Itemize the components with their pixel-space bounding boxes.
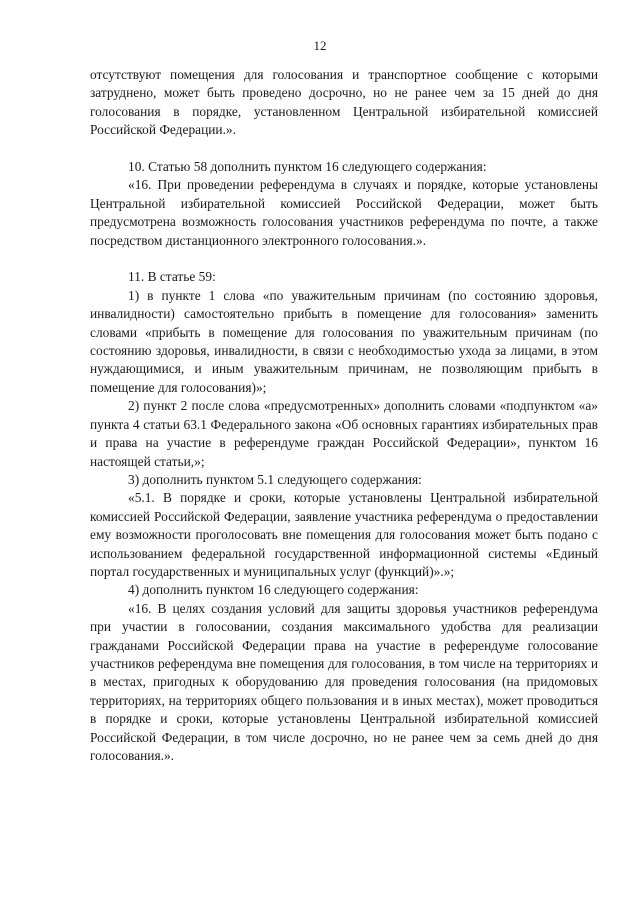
- document-body: [90, 66, 598, 765]
- paragraph-9: 4) дополнить пунктом 16 следующего содержания:: [128, 582, 419, 598]
- paragraph-3: «16. При проведении референдума в случаях и порядке, которые установлены Центральной избирательной комиссией Российской Федерации, может быть предусмотрена возможность голосования участников референдума по почте, а также посредством дистанционного электронного голосования.».: [90, 177, 598, 248]
- paragraph-5: 1) в пункте 1 слова «по уважительным причинам (по состоянию здоровья, инвалидности) самостоятельно прибыть в помещение для голосования» заменить словами «прибыть в помещение для голосования по уважительным причинам (по состоянию здоровья, инвалидности, в связи с необходимостью ухода за лицами, в этом нуждающимися, и иным уважительным причинам, не позволяющим прибыть в помещение для голосования)»;: [90, 287, 598, 395]
- page-number: 12: [313, 38, 327, 53]
- paragraph-2: 10. Статью 58 дополнить пунктом 16 следующего содержания:: [128, 159, 487, 175]
- paragraph-8: «5.1. В порядке и сроки, которые установлены Центральной избирательной комиссией Российской Федерации, заявление участника референдума о предоставлении ему возможности проголосовать вне помещения для голосования может быть подано с использованием федеральной государственной информационной системы «Единый портал государственных и муниципальных услуг (функций)».»;: [90, 490, 598, 579]
- paragraph-6: 2) пункт 2 после слова «предусмотренных» дополнить словами «подпунктом «а» пункта 4 статьи 63.1 Федерального закона «Об основных гарантиях избирательных прав и права на участие в референдуме граждан Российской Федерации», пунктом 16 настоящей статьи,»;: [90, 398, 598, 469]
- paragraph-4: 11. В статье 59:: [128, 269, 216, 285]
- paragraph-7: 3) дополнить пунктом 5.1 следующего содержания:: [128, 471, 422, 487]
- paragraph-10: «16. В целях создания условий для защиты здоровья участников референдума при участии в голосовании, создания максимального удобства для реализации гражданами Российской Федерации права на участие в референдуме голосование участников референдума вне помещения для голосования, в том числе на территориях и в местах, пригодных к оборудованию для проведения голосования (на придомовых территориях, на территориях общего пользования и в иных местах), может проводиться в порядке и сроки, которые установлены Центральной избирательной комиссией Российской Федерации, в том числе досрочно, но не ранее чем за семь дней до дня голосования.».: [90, 600, 598, 763]
- paragraph-1: отсутствуют помещения для голосования и транспортное сообщение с которыми затруднено, может быть проведено досрочно, но не ранее чем за 15 дней до дня голосования в порядке, установленном Центральной избирательной комиссией Российской Федерации.».: [90, 67, 598, 138]
